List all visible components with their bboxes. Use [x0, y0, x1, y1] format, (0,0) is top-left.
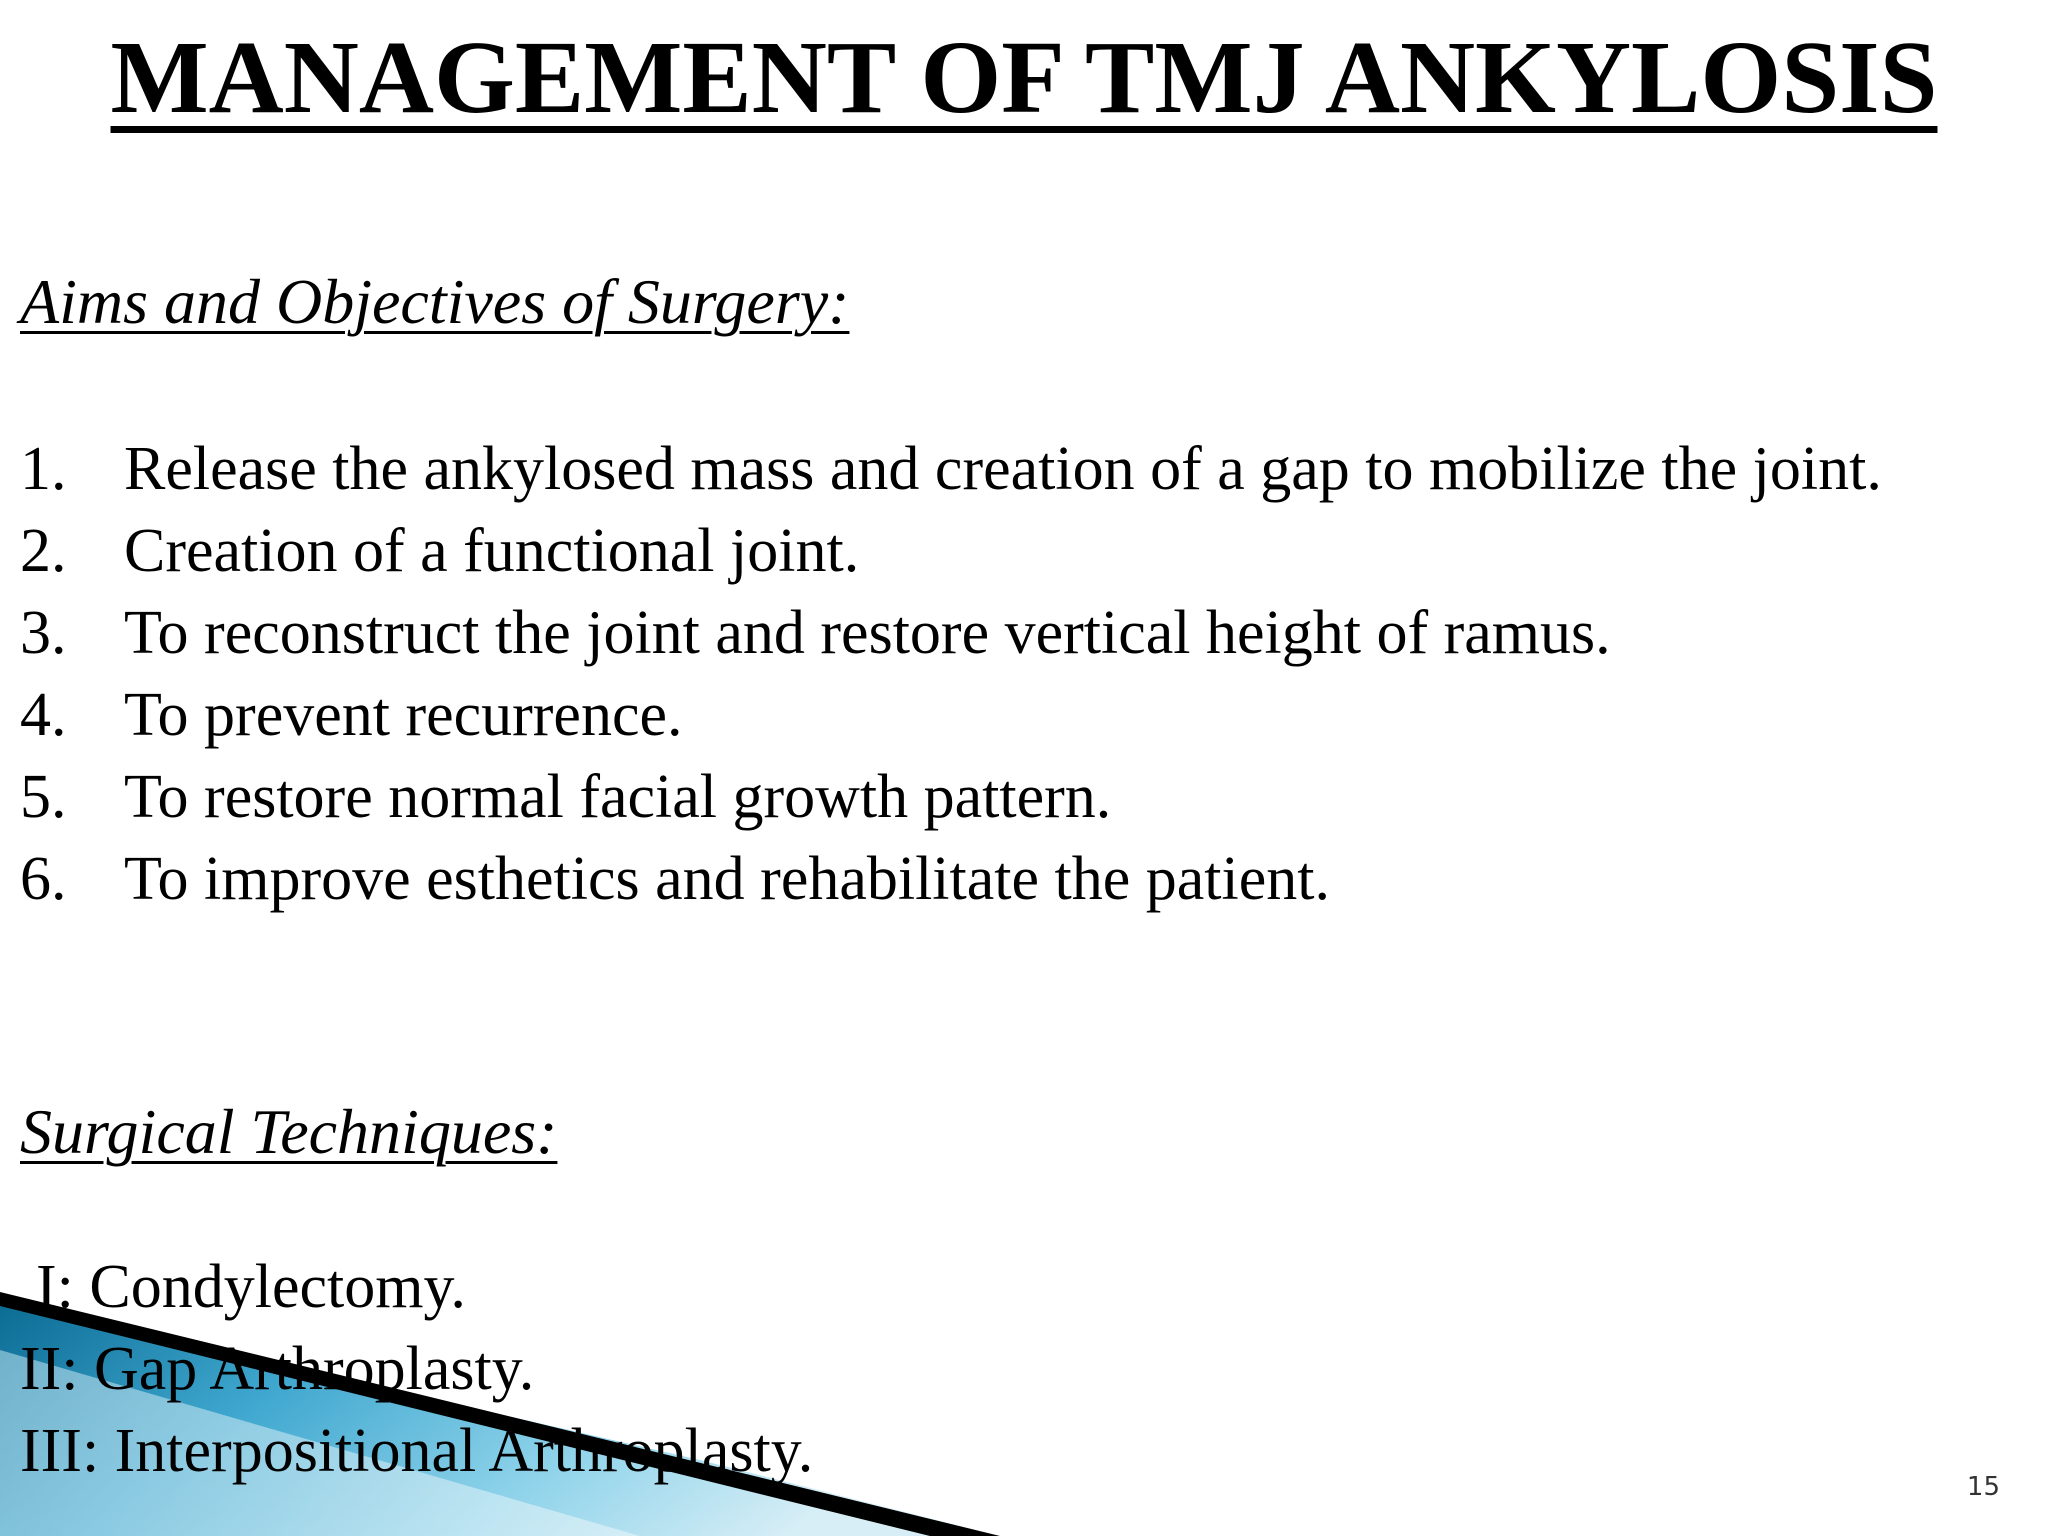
list-item: 3. To reconstruct the joint and restore vertical height of ramus.	[20, 599, 1611, 667]
slide-title: MANAGEMENT OF TMJ ANKYLOSIS	[110, 20, 1938, 135]
page-number: 15	[1966, 1472, 2000, 1502]
list-item: 2. Creation of a functional joint.	[20, 517, 860, 585]
list-item: 6. To improve esthetics and rehabilitate the patient.	[20, 845, 1330, 913]
objectives-list	[20, 428, 2000, 920]
techniques-list	[20, 1246, 813, 1492]
list-item: 1. Release the ankylosed mass and creation of a gap to mobilize the joint.	[20, 435, 1882, 503]
list-item: II: Gap Arthroplasty.	[20, 1335, 535, 1403]
list-item: I: Condylectomy.	[36, 1253, 466, 1321]
list-item: III: Interpositional Arthroplasty.	[20, 1417, 814, 1485]
list-item: 5. To restore normal facial growth pattern.	[20, 763, 1112, 831]
list-item: 4. To prevent recurrence.	[20, 681, 683, 749]
aims-heading: Aims and Objectives of Surgery:	[20, 266, 850, 337]
techniques-heading: Surgical Techniques:	[20, 1096, 558, 1167]
